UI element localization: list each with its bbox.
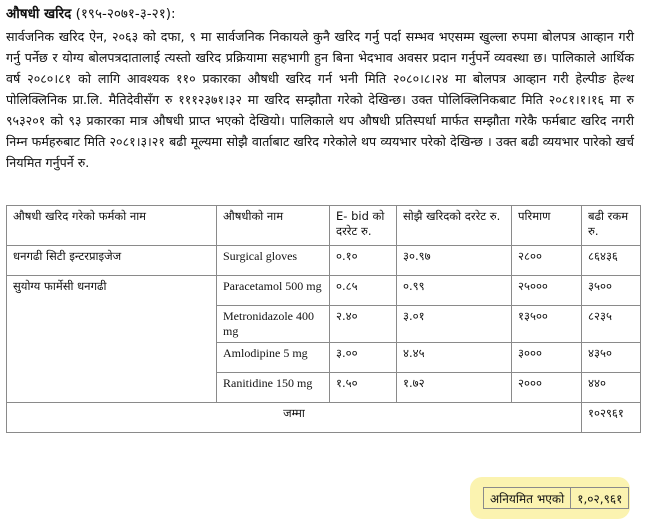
firm-name: धनगढी सिटी इन्टरप्राइजेज — [7, 246, 217, 276]
header-extra-amount: बढी रकम रु. — [582, 206, 641, 246]
table-total-row — [7, 403, 641, 433]
irregular-amount-label: अनियमित भएको — [490, 492, 565, 506]
header-drug: औषधीको नाम — [217, 206, 330, 246]
ebid-rate: २.४० — [330, 306, 397, 343]
direct-rate: ०.९९ — [397, 276, 512, 306]
header-direct-rate: सोझै खरिदको दररेट रु. — [397, 206, 512, 246]
extra-amount: ८६४३६ — [582, 246, 641, 276]
extra-amount: ४३५० — [582, 343, 641, 373]
direct-rate: ३०.९७ — [397, 246, 512, 276]
drug-name: Surgical gloves — [217, 246, 330, 276]
ebid-rate: ०.१० — [330, 246, 397, 276]
quantity: ३००० — [512, 343, 582, 373]
direct-rate: १.७२ — [397, 373, 512, 403]
header-quantity: परिमाण — [512, 206, 582, 246]
purchase-table — [6, 205, 641, 433]
drug-name: Paracetamol 500 mg — [217, 276, 330, 306]
body-paragraph: सार्वजनिक खरिद ऐन, २०६३ को दफा, ९ मा सार्वजनिक निकायले कुनै खरिद गर्नु पर्दा सम्भव भएसम्म खुल्ला रुपमा बोलपत्र आव्हान गरी गर्नु पर्नेछ र योग्य बोलपत्रदातालाई त्यस्तो खरिद प्रक्रियामा सहभागी हुन बिना भेदभाव अवसर प्रदान गर्नुपर्ने व्यवस्था छ। पालिकाले आर्थिक वर्ष २०८०।८१ को लागि आवश्यक ११० प्रकारका औषधी खरिद गर्न भनी मिति २०८०।८।२४ मा बोलपत्र आव्हान गरी हेल्पीङ हेल्थ पोलिक्लिनिक प्रा.लि. मैतिदेवीसँग रु १११२३७१।३२ मा खरिद सम्झौता गरेको देखिन्छ। उक्त पोलिक्लिनिकबाट मिति २०८१।१।१६ मा रु ९५३२०१ को ९३ प्रकारका मात्र औषधी प्राप्त भएको देखियो। पालिकाले थप औषधी प्रतिस्पर्धा मार्फत सम्झौता गरेकै फर्मबाट खरिद नगरी निम्न फर्महरुबाट मिति २०८१।३।२१ बढी मूल्यमा सोझै वार्ताबाट खरिद गरेकोले थप व्ययभार परेको देखिन्छ । उक्त बढी व्ययभार पारेको खर्च नियमित गर्नुपर्ने रु. — [6, 29, 634, 170]
quantity: २५००० — [512, 276, 582, 306]
extra-amount: ४४० — [582, 373, 641, 403]
direct-rate: ३.०१ — [397, 306, 512, 343]
header-ebid-rate: E- bid को दररेट रु. — [330, 206, 397, 246]
section-title — [6, 4, 176, 22]
direct-rate: ४.४५ — [397, 343, 512, 373]
ebid-rate: १.५० — [330, 373, 397, 403]
irregular-amount-value: १,०२,९६१ — [570, 488, 628, 508]
section-heading: औषधी खरिद — [6, 6, 72, 22]
ebid-rate: ३.०० — [330, 343, 397, 373]
table-header-row — [7, 206, 641, 246]
total-value: १०२९६१ — [582, 403, 641, 433]
firm-name: सुयोग्य फार्मेसी धनगढी — [7, 276, 217, 403]
quantity: १३५०० — [512, 306, 582, 343]
section-reference: (१९५-२०७१-३-२१): — [75, 6, 176, 22]
drug-name: Amlodipine 5 mg — [217, 343, 330, 373]
quantity: २८०० — [512, 246, 582, 276]
header-firm: औषधी खरिद गरेको फर्मको नाम — [7, 206, 217, 246]
drug-name: Ranitidine 150 mg — [217, 373, 330, 403]
extra-amount: ८२३५ — [582, 306, 641, 343]
irregular-amount-box — [483, 487, 629, 509]
total-label: जम्मा — [7, 403, 582, 433]
table-row — [7, 276, 641, 306]
drug-name: Metronidazole 400 mg — [217, 306, 330, 343]
quantity: २००० — [512, 373, 582, 403]
extra-amount: ३५०० — [582, 276, 641, 306]
table-row — [7, 246, 641, 276]
ebid-rate: ०.८५ — [330, 276, 397, 306]
